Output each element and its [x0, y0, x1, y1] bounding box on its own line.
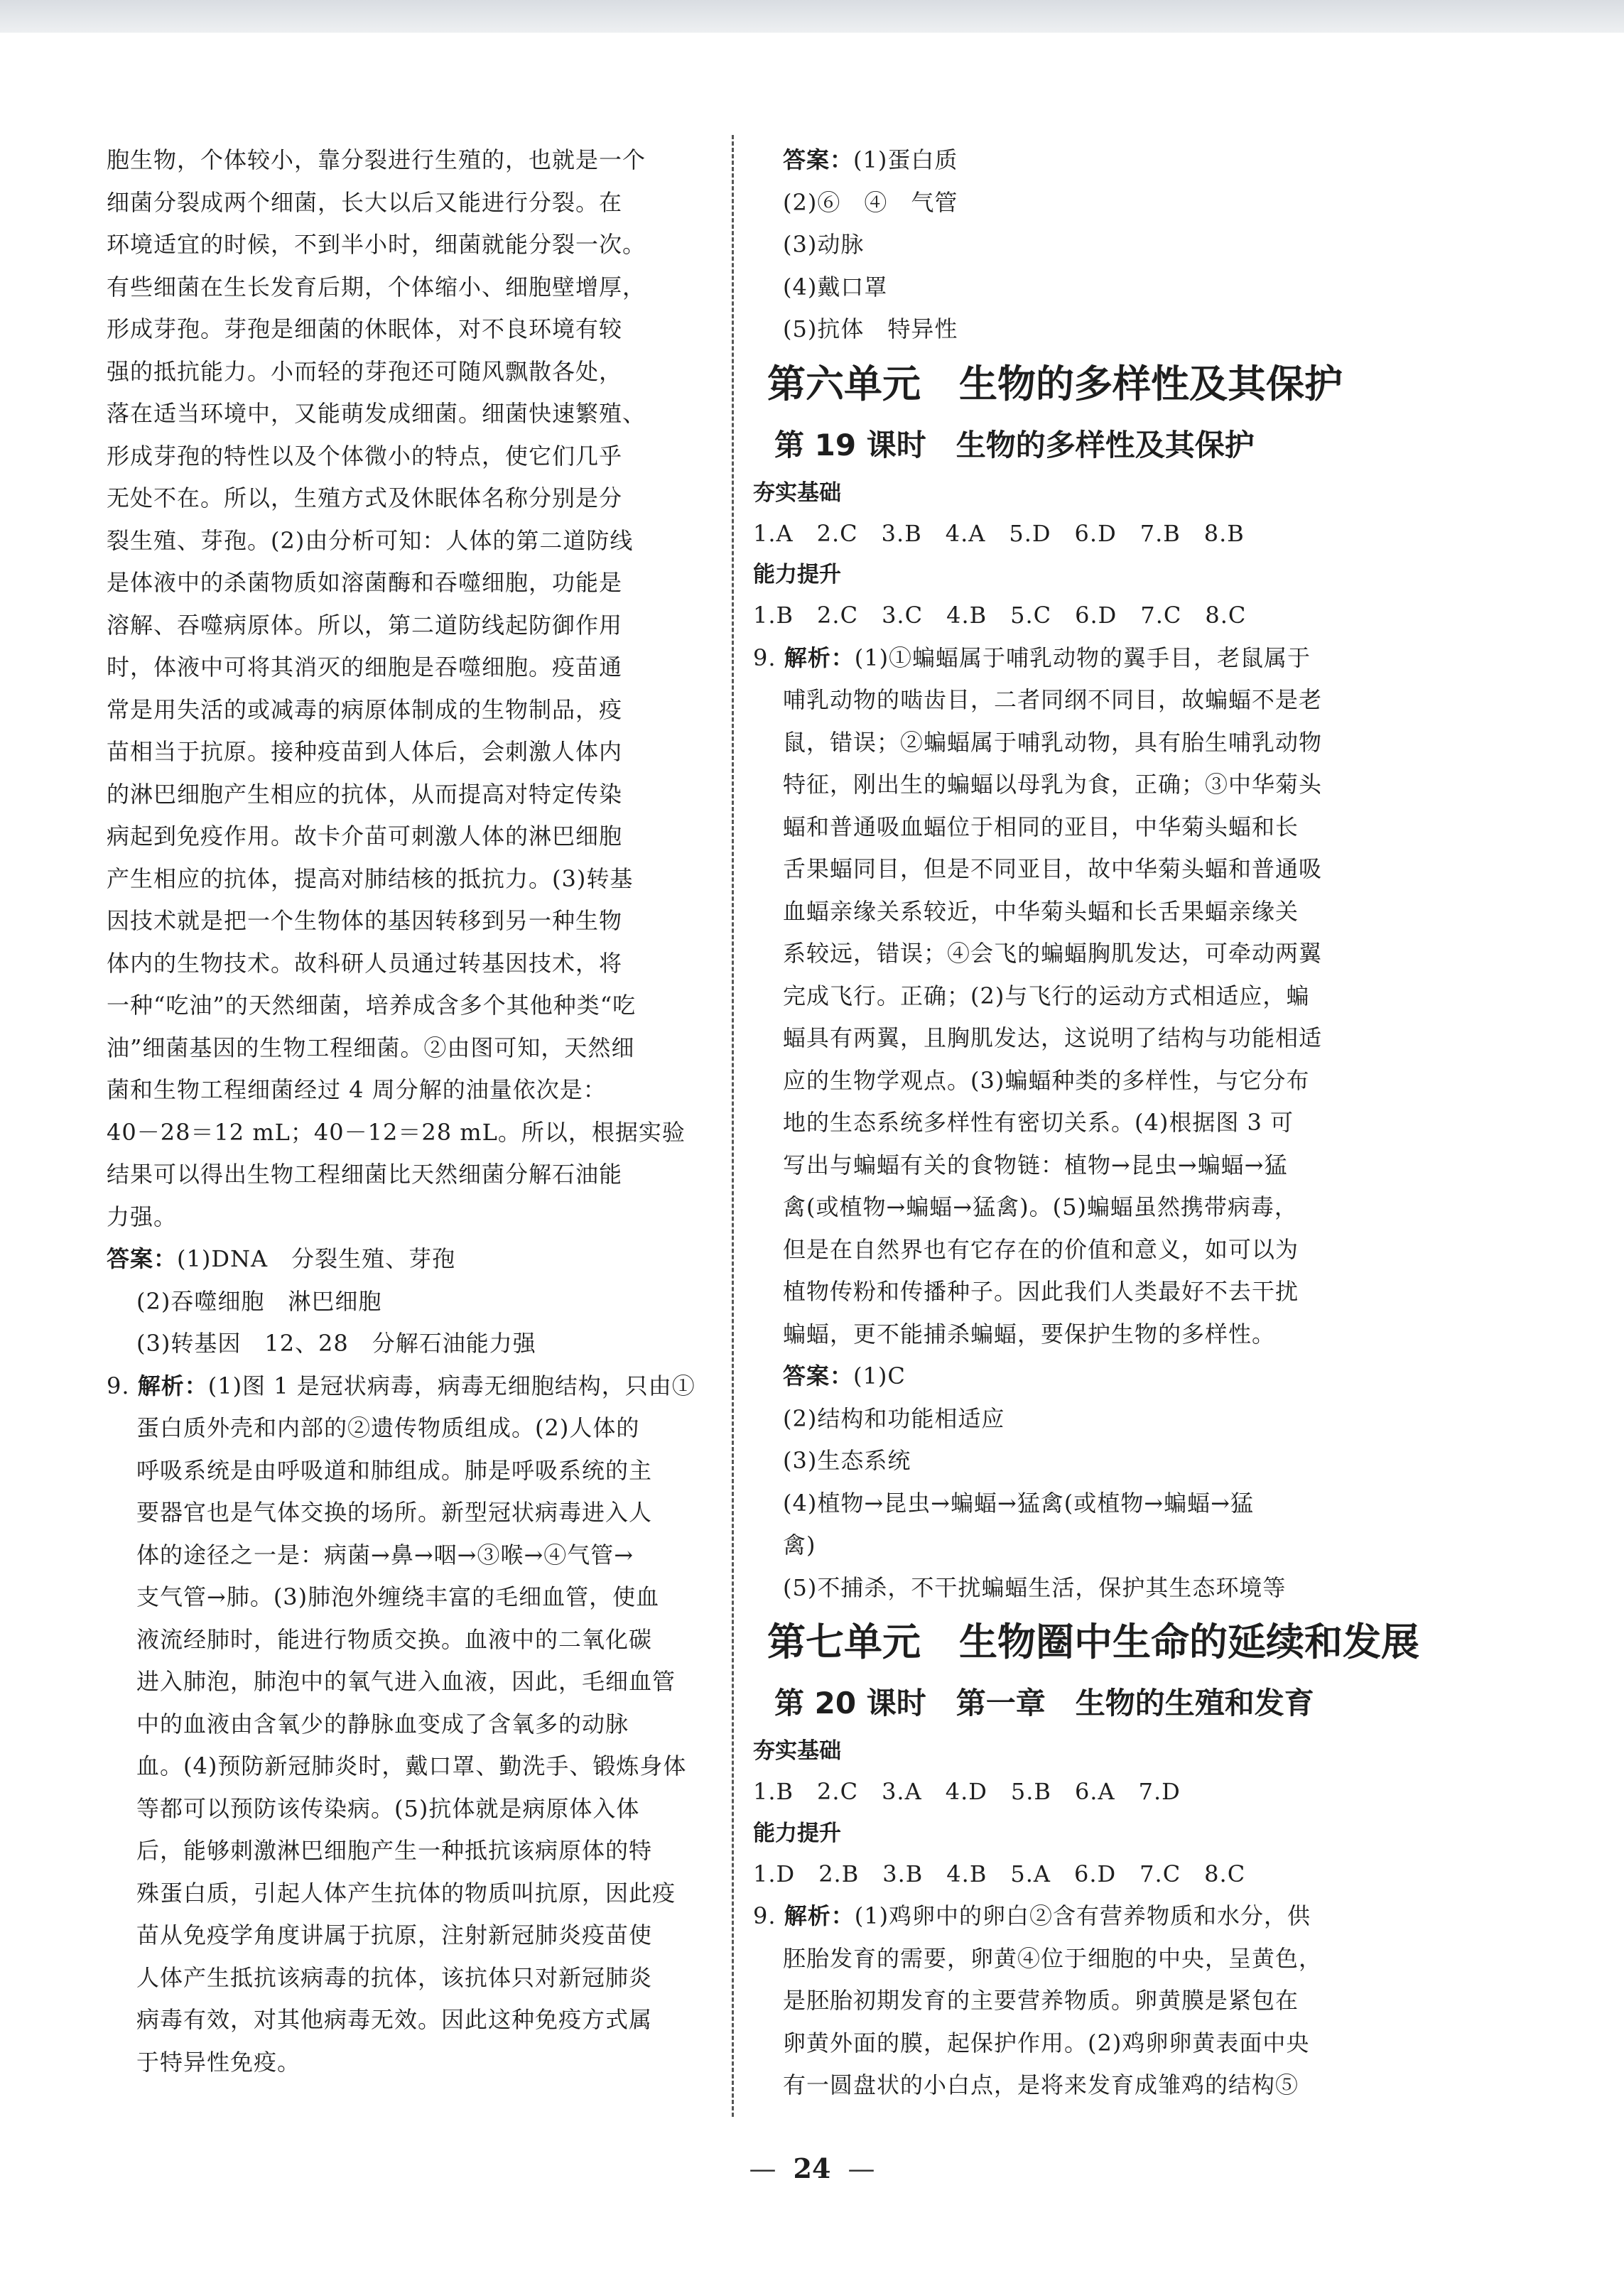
line-text: 1.A 2.C 3.B 4.A 5.D 6.D 7.B 8.B — [753, 519, 1245, 547]
line-text: (2)⑥ ④ 气管 — [783, 188, 958, 216]
line-text: 结果可以得出生物工程细菌比天然细菌分解石油能 — [107, 1161, 623, 1188]
bold-label: 答案： — [107, 1245, 178, 1272]
line-text: 完成飞行。正确；(2)与飞行的运动方式相适应，蝙 — [783, 982, 1310, 1009]
text-line — [107, 1534, 703, 1577]
text-line — [753, 1524, 1392, 1567]
line-text: 应的生物学观点。(3)蝙蝠种类的多样性，与它分布 — [783, 1066, 1310, 1094]
line-text: 卵黄外面的膜，起保护作用。(2)鸡卵卵黄表面中央 — [783, 2029, 1310, 2056]
line-text: 苗从免疫学角度讲属于抗原，注射新冠肺炎疫苗使 — [136, 1922, 653, 1948]
line-text: (3)生态系统 — [783, 1447, 911, 1474]
text-line — [753, 224, 1392, 266]
line-text: 病起到免疫作用。故卡介苗可刺激人体的淋巴细胞 — [107, 823, 623, 850]
section-label: 能力提升 — [753, 562, 841, 587]
text-line — [753, 1186, 1392, 1229]
text-line — [107, 1492, 703, 1534]
text-line — [107, 985, 703, 1027]
line-text: 舌果蝠同目，但是不同亚目，故中华菊头蝠和普通吸 — [783, 855, 1323, 882]
line-text: 油”细菌基因的生物工程细菌。②由图可知，天然细 — [107, 1034, 635, 1061]
text-line — [753, 2022, 1392, 2065]
line-text: 的淋巴细胞产生相应的抗体，从而提高对特定传染 — [107, 780, 623, 808]
line-text: 菌和生物工程细菌经过 4 周分解的油量依次是： — [107, 1076, 607, 1103]
text-line — [107, 1576, 703, 1619]
line-text: (1)蛋白质 — [853, 146, 958, 173]
text-line — [107, 477, 703, 520]
text-line — [107, 1069, 703, 1112]
text-line — [753, 806, 1392, 849]
line-text: (2)结构和功能相适应 — [783, 1404, 1005, 1432]
line-text: 1.B 2.C 3.C 4.B 5.C 6.D 7.C 8.C — [753, 602, 1247, 629]
line-text: 蝠和普通吸血蝠位于相同的亚目，中华菊头蝠和长 — [783, 813, 1299, 840]
lesson-heading: 第 19 课时 生物的多样性及其保护 — [774, 427, 1255, 462]
text-line — [107, 731, 703, 774]
page-number: — 24 — — [749, 2152, 875, 2184]
text-line — [107, 1154, 703, 1196]
line-text: (5)抗体 特异性 — [783, 315, 958, 342]
text-line — [107, 520, 703, 563]
line-text: 有一圆盘状的小白点，是将来发育成雏鸡的结构⑤ — [783, 2071, 1299, 2098]
line-text: 禽(或植物→蝙蝠→猛禽)。(5)蝙蝠虽然携带病毒， — [783, 1193, 1298, 1220]
line-text: (4)戴口罩 — [783, 273, 888, 300]
line-text: 植物传粉和传播种子。因此我们人类最好不去干扰 — [783, 1278, 1299, 1305]
line-text: 系较远，错误；④会飞的蝙蝠胸肌发达，可牵动两翼 — [783, 940, 1323, 967]
text-line — [753, 1440, 1392, 1483]
line-text: (2)吞噬细胞 淋巴细胞 — [136, 1287, 382, 1315]
text-line — [753, 1060, 1392, 1102]
text-line — [107, 858, 703, 901]
line-text: 血蝠亲缘关系较近，中华菊头蝠和长舌果蝠亲缘关 — [783, 897, 1299, 925]
text-line — [753, 1567, 1392, 1610]
line-text: 支气管→肺。(3)肺泡外缠绕丰富的毛细血管，使血 — [136, 1583, 660, 1610]
item-number: 9. — [107, 1372, 138, 1399]
line-text: (1)C — [853, 1362, 906, 1389]
line-text: 因技术就是把一个生物体的基因转移到另一种生物 — [107, 907, 623, 934]
text-line — [107, 1745, 703, 1788]
text-line — [107, 308, 703, 351]
item-number: 9. — [753, 644, 784, 671]
text-line — [753, 1355, 1392, 1398]
text-line — [107, 1788, 703, 1831]
line-text: 强的抵抗能力。小而轻的芽孢还可随风飘散各处， — [107, 357, 623, 385]
line-text: 液流经肺时，能进行物质交换。血液中的二氧化碳 — [136, 1625, 653, 1653]
text-line — [107, 774, 703, 816]
line-text: 蝠具有两翼，且胸肌发达，这说明了结构与功能相适 — [783, 1024, 1323, 1051]
line-text: 是胚胎初期发育的主要营养物质。卵黄膜是紧包在 — [783, 1987, 1299, 2014]
text-line — [107, 646, 703, 689]
line-text: 体内的生物技术。故科研人员通过转基因技术，将 — [107, 949, 623, 977]
lesson-heading: 第 20 课时 第一章 生物的生殖和发育 — [774, 1686, 1314, 1720]
text-line — [753, 595, 1392, 637]
column-divider — [732, 135, 734, 2117]
line-text: 后，能够刺激淋巴细胞产生一种抵抗该病原体的特 — [136, 1837, 653, 1864]
text-line — [107, 1323, 703, 1365]
text-line — [753, 933, 1392, 975]
text-line — [753, 637, 1392, 680]
line-text: 中的血液由含氧少的静脉血变成了含氧多的动脉 — [136, 1710, 629, 1738]
unit-heading: 第七单元 生物圈中生命的延续和发展 — [767, 1620, 1419, 1664]
line-text: (1)鸡卵中的卵白②含有营养物质和水分，供 — [854, 1902, 1311, 1929]
text-line — [107, 900, 703, 943]
line-text: 蛋白质外壳和内部的②遗传物质组成。(2)人体的 — [136, 1414, 640, 1441]
text-line — [107, 351, 703, 394]
line-text: 一种“吃油”的天然细菌，培养成含多个其他种类“吃 — [107, 992, 637, 1019]
left-column — [107, 139, 703, 2083]
text-line — [107, 689, 703, 732]
text-line — [107, 224, 703, 266]
line-text: 于特异性免疫。 — [136, 2048, 301, 2076]
text-line — [107, 435, 703, 478]
item-number: 9. — [753, 1902, 784, 1929]
text-line — [753, 722, 1392, 764]
line-text: 人体产生抵抗该病毒的抗体，该抗体只对新冠肺炎 — [136, 1963, 653, 1991]
text-line — [753, 1398, 1392, 1441]
text-line — [753, 308, 1392, 351]
line-text: (1)①蝙蝠属于哺乳动物的翼手目，老鼠属于 — [854, 644, 1311, 671]
text-line — [753, 1483, 1392, 1525]
line-text: 体的途径之一是：病菌→鼻→咽→③喉→④气管→ — [136, 1541, 634, 1568]
text-line — [107, 182, 703, 224]
text-line — [753, 1313, 1392, 1356]
text-line — [753, 139, 1392, 182]
line-text: 产生相应的抗体，提高对肺结核的抵抗力。(3)转基 — [107, 865, 634, 892]
line-text: 苗相当于抗原。接种疫苗到人体后，会刺激人体内 — [107, 738, 623, 765]
line-text: 呼吸系统是由呼吸道和肺组成。肺是呼吸系统的主 — [136, 1456, 653, 1484]
line-text: 1.D 2.B 3.B 4.B 5.A 6.D 7.C 8.C — [753, 1860, 1246, 1887]
bold-label: 答案： — [783, 1362, 854, 1389]
text-line — [107, 1914, 703, 1957]
right-column — [753, 139, 1419, 2107]
text-line — [107, 1619, 703, 1662]
text-line — [753, 2064, 1392, 2107]
line-text: 裂生殖、芽孢。(2)由分析可知：人体的第二道防线 — [107, 526, 634, 554]
line-text: 常是用失活的或减毒的病原体制成的生物制品，疫 — [107, 695, 623, 723]
line-text: 40－28＝12 mL；40－12＝28 mL。所以，根据实验 — [107, 1118, 686, 1146]
text-line — [753, 1102, 1392, 1144]
line-text: 特征，刚出生的蝙蝠以母乳为食，正确；③中华菊头 — [783, 771, 1323, 798]
text-line — [107, 1407, 703, 1450]
line-text: 鼠，错误；②蝙蝠属于哺乳动物，具有胎生哺乳动物 — [783, 728, 1323, 756]
text-line — [107, 1957, 703, 2000]
text-line — [753, 848, 1392, 891]
text-line — [753, 1229, 1392, 1272]
line-text: 禽) — [783, 1532, 816, 1559]
bold-label: 解析： — [137, 1372, 208, 1399]
section-label: 夯实基础 — [753, 479, 841, 506]
line-text: 胞生物，个体较小，靠分裂进行生殖的，也就是一个 — [107, 146, 646, 173]
line-text: 进入肺泡，肺泡中的氧气进入血液，因此，毛细血管 — [136, 1668, 676, 1695]
text-line — [753, 975, 1392, 1018]
line-text: 殊蛋白质，引起人体产生抗体的物质叫抗原，因此疫 — [136, 1879, 676, 1907]
line-text: 写出与蝙蝠有关的食物链：植物→昆虫→蝙蝠→猛 — [783, 1151, 1288, 1178]
line-text: 时，体液中可将其消灭的细胞是吞噬细胞。疫苗通 — [107, 654, 623, 681]
line-text: 胚胎发育的需要，卵黄④位于细胞的中央，呈黄色， — [783, 1944, 1323, 1972]
text-line — [753, 1771, 1392, 1814]
text-line — [107, 1365, 703, 1408]
line-text: 哺乳动物的啮齿目，二者同纲不同目，故蝙蝠不是老 — [783, 686, 1323, 713]
line-text: 溶解、吞噬病原体。所以，第二道防线起防御作用 — [107, 611, 623, 639]
text-line — [753, 1980, 1392, 2022]
line-text: 细菌分裂成两个细菌，长大以后又能进行分裂。在 — [107, 188, 623, 216]
text-line — [107, 1281, 703, 1323]
bold-label: 解析： — [784, 644, 855, 671]
text-line — [107, 605, 703, 647]
text-line — [107, 139, 703, 182]
text-line — [107, 2042, 703, 2084]
text-line — [753, 764, 1392, 806]
line-text: (5)不捕杀，不干扰蝙蝠生活，保护其生态环境等 — [783, 1573, 1287, 1601]
line-text: (4)植物→昆虫→蝙蝠→猛禽(或植物→蝙蝠→猛 — [783, 1489, 1254, 1517]
section-label: 夯实基础 — [753, 1738, 841, 1764]
bold-label: 答案： — [783, 146, 854, 173]
text-line — [753, 1853, 1392, 1896]
line-text: 力强。 — [107, 1203, 178, 1230]
text-line — [107, 943, 703, 985]
text-line — [107, 393, 703, 435]
line-text: 地的生态系统多样性有密切关系。(4)根据图 3 可 — [783, 1109, 1294, 1136]
line-text: 但是在自然界也有它存在的价值和意义，如可以为 — [783, 1235, 1299, 1263]
text-line — [107, 1196, 703, 1239]
line-text: 落在适当环境中，又能萌发成细菌。细菌快速繁殖、 — [107, 400, 646, 427]
line-text: 要器官也是气体交换的场所。新型冠状病毒进入人 — [136, 1499, 653, 1526]
line-text: (1)图 1 是冠状病毒，病毒无细胞结构，只由① — [207, 1372, 695, 1399]
line-text: (3)转基因 12、28 分解石油能力强 — [136, 1330, 536, 1357]
line-text: 血。(4)预防新冠肺炎时，戴口罩、勤洗手、锻炼身体 — [136, 1752, 687, 1779]
line-text: 无处不在。所以，生殖方式及休眠体名称分别是分 — [107, 484, 623, 511]
text-line — [107, 562, 703, 605]
text-line — [753, 182, 1392, 224]
line-text: 有些细菌在生长发育后期，个体缩小、细胞壁增厚， — [107, 273, 646, 300]
text-line — [753, 266, 1392, 309]
line-text: 病毒有效，对其他病毒无效。因此这种免疫方式属 — [136, 2006, 653, 2033]
section-label: 能力提升 — [753, 1820, 841, 1846]
text-line — [107, 1450, 703, 1492]
text-line — [107, 1027, 703, 1070]
text-line — [753, 1271, 1392, 1313]
unit-heading: 第六单元 生物的多样性及其保护 — [767, 361, 1343, 406]
line-text: 形成芽孢。芽孢是细菌的休眠体，对不良环境有较 — [107, 315, 623, 342]
text-line — [107, 1238, 703, 1281]
bold-label: 解析： — [784, 1902, 855, 1929]
text-line — [753, 1017, 1392, 1060]
line-text: 形成芽孢的特性以及个体微小的特点，使它们几乎 — [107, 442, 623, 470]
text-line — [107, 815, 703, 858]
line-text: 环境适宜的时候，不到半小时，细菌就能分裂一次。 — [107, 231, 646, 258]
line-text: (1)DNA 分裂生殖、芽孢 — [177, 1245, 456, 1272]
text-line — [107, 1830, 703, 1872]
text-line — [753, 891, 1392, 933]
page-number-value: 24 — [793, 2152, 831, 2184]
line-text: 1.B 2.C 3.A 4.D 5.B 6.A 7.D — [753, 1778, 1181, 1805]
text-line — [107, 1112, 703, 1154]
text-line — [107, 1872, 703, 1915]
text-line — [753, 679, 1392, 722]
text-line — [753, 1144, 1392, 1187]
line-text: 等都可以预防该传染病。(5)抗体就是病原体入体 — [136, 1794, 640, 1822]
line-text: 蝙蝠，更不能捕杀蝙蝠，要保护生物的多样性。 — [783, 1320, 1276, 1348]
text-line — [753, 1895, 1392, 1938]
top-edge-band — [0, 0, 1624, 33]
text-line — [107, 1703, 703, 1746]
line-text: 是体液中的杀菌物质如溶菌酶和吞噬细胞，功能是 — [107, 569, 623, 596]
text-line — [107, 266, 703, 309]
text-line — [107, 1661, 703, 1703]
text-line — [107, 1999, 703, 2042]
text-line — [753, 513, 1392, 555]
text-line — [753, 1938, 1392, 1980]
line-text: (3)动脉 — [783, 231, 865, 258]
